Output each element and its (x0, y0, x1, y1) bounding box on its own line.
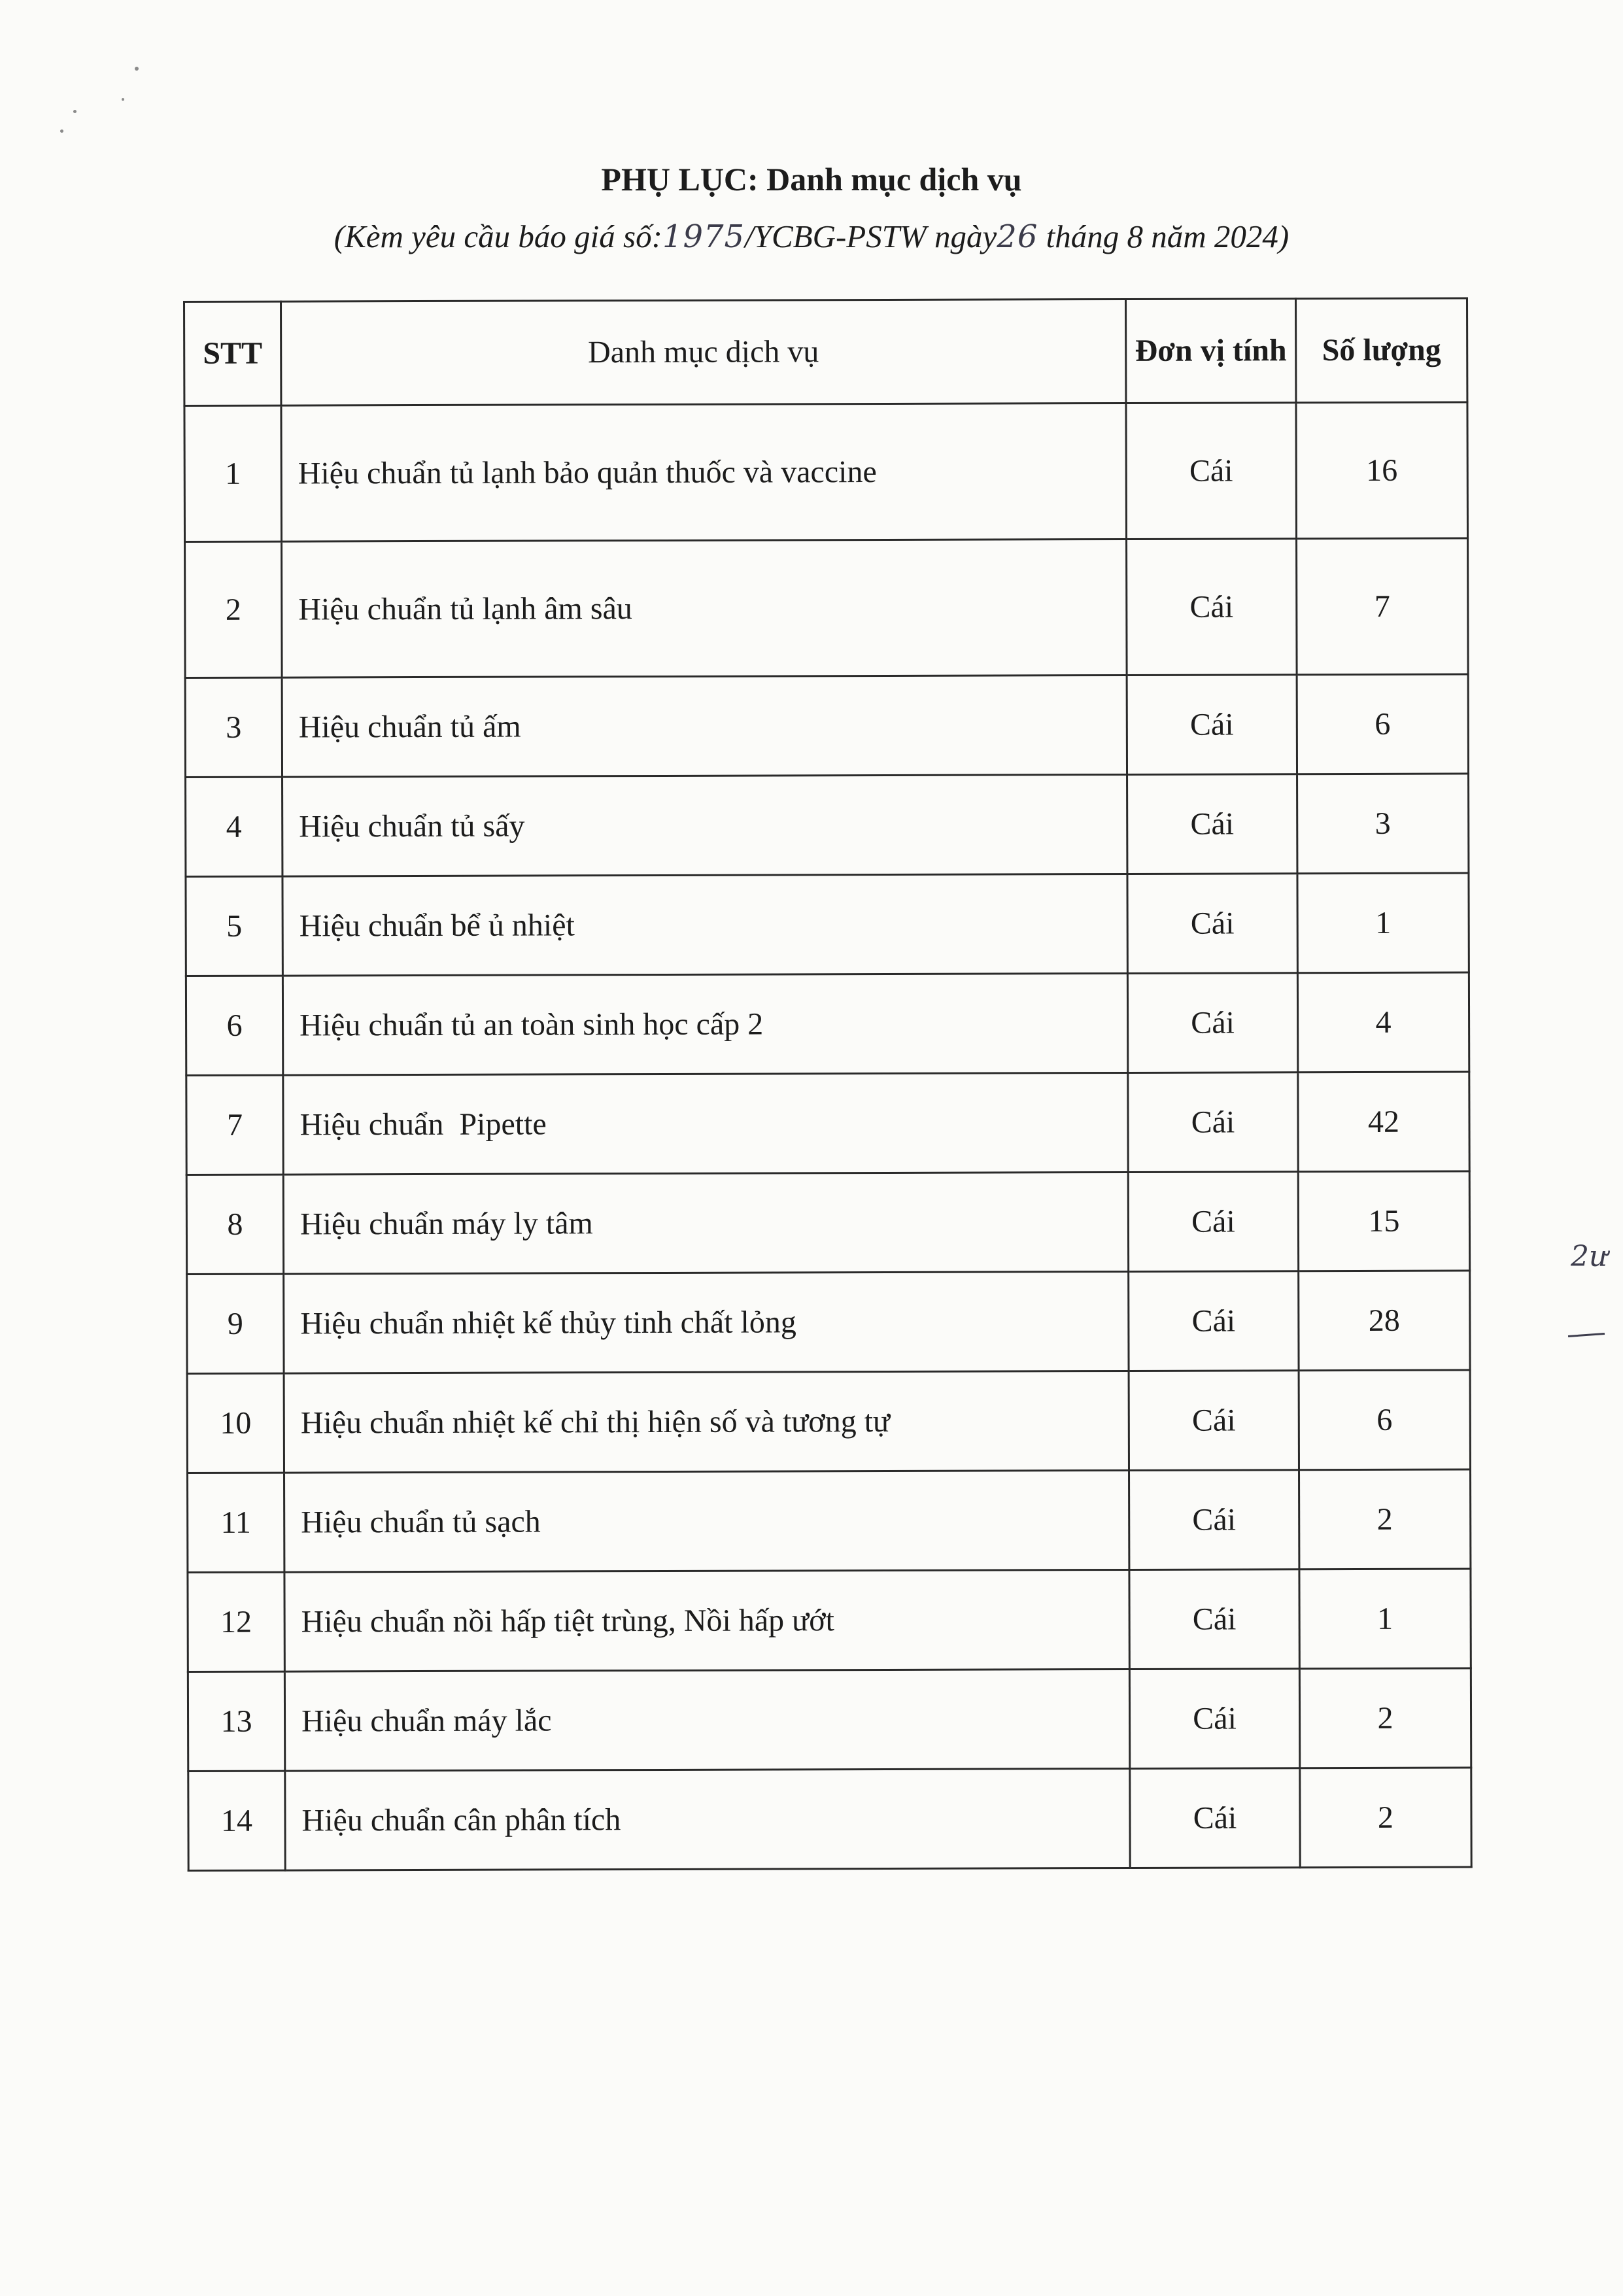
row-unit: Cái (1127, 539, 1297, 676)
row-quantity: 15 (1298, 1171, 1469, 1271)
row-quantity: 2 (1299, 1469, 1470, 1569)
handwritten-day: 26 (997, 218, 1038, 255)
row-service-name: Hiệu chuẩn tủ sạch (284, 1470, 1129, 1572)
row-unit: Cái (1129, 1569, 1299, 1670)
table-row (188, 1469, 1471, 1572)
row-service-name: Hiệu chuẩn máy ly tâm (283, 1172, 1128, 1274)
row-stt: 2 (185, 541, 282, 677)
row-quantity: 1 (1297, 873, 1469, 973)
table-row (186, 873, 1469, 976)
table-row (186, 1171, 1469, 1274)
row-stt: 10 (187, 1373, 284, 1473)
subtitle-suffix: tháng 8 năm 2024) (1038, 218, 1290, 254)
row-unit: Cái (1127, 973, 1297, 1073)
row-unit: Cái (1130, 1768, 1300, 1868)
row-stt: 12 (188, 1572, 284, 1671)
scan-speck (60, 129, 63, 133)
header-stt: STT (184, 301, 281, 405)
row-unit: Cái (1126, 403, 1297, 540)
row-stt: 6 (186, 976, 282, 1075)
row-service-name: Hiệu chuẩn bể ủ nhiệt (282, 874, 1127, 976)
row-stt: 4 (186, 777, 282, 876)
row-service-name: Hiệu chuẩn tủ sấy (282, 774, 1127, 876)
table-header-row (184, 298, 1467, 405)
handwritten-margin-note: 2ư (1571, 1240, 1608, 1273)
table-row (184, 402, 1468, 541)
row-unit: Cái (1129, 1371, 1299, 1471)
table-row (185, 538, 1469, 677)
row-quantity: 42 (1298, 1072, 1469, 1172)
row-stt: 8 (186, 1174, 283, 1274)
row-service-name: Hiệu chuẩn cân phân tích (285, 1768, 1130, 1870)
table-row (188, 1569, 1471, 1671)
row-quantity: 28 (1299, 1271, 1470, 1371)
handwritten-request-number: 1975 (662, 218, 745, 255)
header-quantity: Số lượng (1295, 298, 1467, 403)
subtitle-prefix: (Kèm yêu cầu báo giá số: (333, 218, 662, 254)
row-quantity: 2 (1300, 1768, 1471, 1868)
header-service-name: Danh mục dịch vụ (281, 299, 1126, 405)
row-quantity: 6 (1297, 674, 1468, 774)
handwritten-margin-dash (1568, 1333, 1605, 1337)
row-service-name: Hiệu chuẩn tủ an toàn sinh học cấp 2 (282, 973, 1127, 1075)
table-row (188, 1668, 1471, 1771)
row-unit: Cái (1127, 774, 1297, 874)
row-quantity: 4 (1297, 972, 1469, 1072)
row-unit: Cái (1127, 675, 1297, 775)
row-service-name: Hiệu chuẩn máy lắc (284, 1669, 1129, 1771)
table-row (186, 1072, 1469, 1174)
row-service-name: Hiệu chuẩn nhiệt kế thủy tinh chất lỏng (284, 1271, 1129, 1373)
row-unit: Cái (1128, 1072, 1298, 1173)
table-row (186, 774, 1469, 876)
services-table (183, 298, 1473, 1872)
row-unit: Cái (1127, 874, 1297, 974)
row-quantity: 16 (1296, 402, 1468, 539)
row-service-name: Hiệu chuẩn tủ lạnh bảo quản thuốc và vaccine (281, 403, 1127, 541)
table-row (188, 1768, 1471, 1870)
row-stt: 11 (188, 1473, 284, 1572)
subtitle-middle: /YCBG-PSTW ngày (745, 218, 997, 254)
table-row (186, 972, 1469, 1075)
row-quantity: 2 (1299, 1668, 1471, 1768)
row-stt: 1 (184, 405, 282, 541)
row-unit: Cái (1128, 1172, 1298, 1272)
row-stt: 9 (187, 1274, 284, 1373)
row-service-name: Hiệu chuẩn tủ ấm (282, 675, 1127, 777)
table-row (185, 674, 1468, 777)
row-service-name: Hiệu chuẩn tủ lạnh âm sâu (282, 539, 1127, 677)
scan-speck (73, 110, 77, 113)
row-service-name: Hiệu chuẩn nhiệt kế chỉ thị hiện số và tương tự (284, 1371, 1129, 1473)
scan-speck (135, 67, 139, 71)
document-subtitle (0, 216, 1623, 258)
row-quantity: 1 (1299, 1569, 1471, 1669)
row-stt: 14 (188, 1771, 285, 1870)
row-service-name: Hiệu chuẩn nồi hấp tiệt trùng, Nồi hấp ướt (284, 1569, 1129, 1671)
row-unit: Cái (1129, 1271, 1299, 1371)
row-quantity: 7 (1297, 538, 1469, 675)
row-stt: 13 (188, 1671, 284, 1771)
row-stt: 7 (186, 1075, 283, 1174)
row-stt: 3 (185, 677, 282, 777)
row-unit: Cái (1129, 1669, 1299, 1769)
table-row (187, 1271, 1470, 1373)
row-stt: 5 (186, 876, 282, 976)
header-unit: Đơn vị tính (1125, 299, 1295, 403)
scan-speck (122, 98, 124, 101)
row-quantity: 3 (1297, 774, 1469, 874)
row-unit: Cái (1129, 1470, 1299, 1570)
table-row (187, 1370, 1470, 1473)
row-quantity: 6 (1299, 1370, 1470, 1470)
row-service-name: Hiệu chuẩn Pipette (283, 1072, 1128, 1174)
document-title: PHỤ LỤC: Danh mục dịch vụ (601, 161, 1022, 197)
